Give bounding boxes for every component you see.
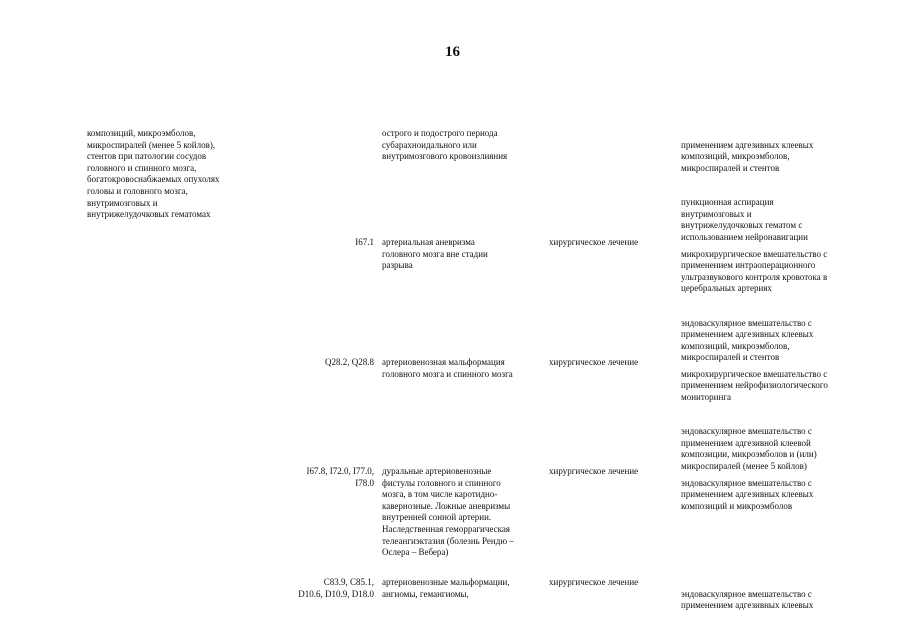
table-row-code: I67.1	[355, 237, 374, 247]
method-text: эндоваскулярное вмешательство с применением адгезивных клеевых композиций, микроэмболов, микроспиралей и стентов	[681, 317, 814, 363]
table-row-code: Q28.2, Q28.8	[325, 357, 374, 367]
method-text: микрохирургическое вмешательство с применением нейрофизиологического мониторинга	[681, 368, 828, 402]
table-row-treatment: хирургическое лечение	[549, 466, 639, 476]
table-row-methods	[681, 357, 881, 484]
method-text: микрохирургическое вмешательство с применением интраоперационного ультразвукового контроля кровотока в церебральных артериях	[681, 248, 828, 294]
table-row-diagnosis: артериальная аневризма головного мозга вне стадии разрыва	[382, 237, 488, 271]
table-row-diagnosis: артериовенозная мальформация головного мозга и спинного мозга	[382, 357, 513, 379]
table-row-code: C83.9, C85.1, D10.6, D10.9, D18.0	[298, 577, 374, 599]
method-text: эндоваскулярное вмешательство с применением адгезивной клеевой композиции, микроэмболов и (или) микроспиралей (менее 5 койлов)	[681, 425, 817, 471]
page-number: 16	[445, 44, 460, 60]
table-row-treatment: хирургическое лечение	[549, 237, 639, 247]
method-text: эндоваскулярное вмешательство с применением адгезивных клеевых композиций и микроэмболов	[681, 477, 814, 511]
table-row-methods	[681, 237, 881, 376]
table-row-code: I67.8, I72.0, I77.0, I78.0	[306, 466, 374, 488]
table-row-diagnosis: артериовенозные мальформации, ангиомы, гемангиомы,	[382, 577, 510, 599]
continuation-col5	[681, 128, 881, 255]
method-text: пункционная аспирация внутримозговых и внутрижелудочковых гематом с использованием нейронавигации	[681, 196, 808, 242]
method-text: применением адгезивных клеевых композиций, микроэмболов, микроспиралей и стентов	[681, 139, 814, 173]
method-text: эндоваскулярное вмешательство с применением адгезивных клеевых	[681, 588, 814, 611]
table-row-methods	[681, 577, 881, 623]
continuation-col3: острого и подострого периода субарахноидального или внутримозгового кровоизлияния	[382, 128, 508, 162]
table-row-methods	[681, 466, 881, 524]
table-row-treatment: хирургическое лечение	[549, 577, 639, 587]
table-row-treatment: хирургическое лечение	[549, 357, 639, 367]
continuation-col1: композиций, микроэмболов, микроспиралей (менее 5 койлов), стентов при патологии сосудов головного и спинного мозга, богатокровоснабжаемых опухолях головы и головного мозга, внутримозговых и внутрижелудочковых гематомах	[87, 128, 220, 220]
table-row-diagnosis: дуральные артериовенозные фистулы головного и спинного мозга, в том числе каротидно- кавернозные. Ложные аневризмы внутренней сонной артерии. Наследственная геморрагическая телеангиэктазия (болезнь Рендю – Ослера – Вебера)	[382, 466, 514, 558]
